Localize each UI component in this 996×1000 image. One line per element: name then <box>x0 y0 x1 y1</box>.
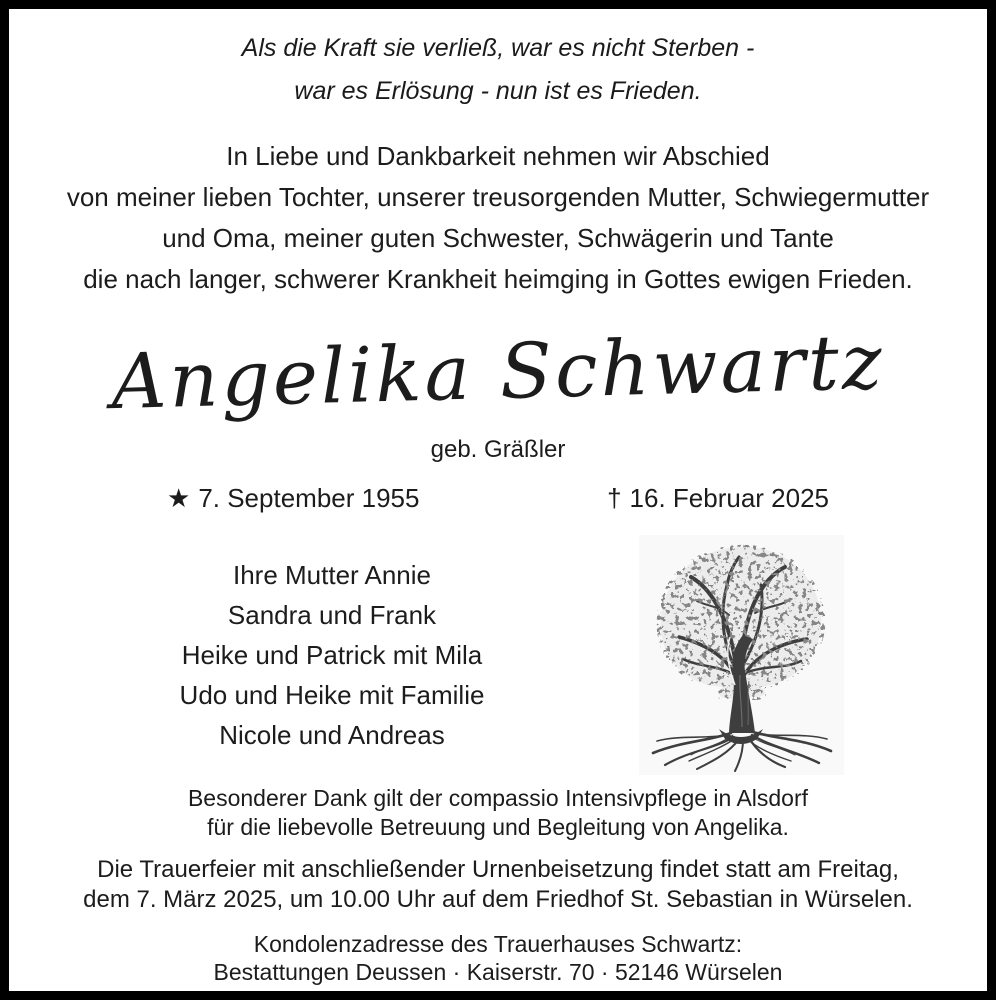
birth-star-icon: ★ <box>167 483 191 513</box>
mourner-line: Udo und Heike mit Familie <box>179 680 485 710</box>
funeral-line-2: dem 7. März 2025, um 10.00 Uhr auf dem Friedhof St. Sebastian in Würselen. <box>83 886 913 913</box>
farewell-line-2: von meiner lieben Tochter, unserer treusorgenden Mutter, Schwiegermutter <box>66 182 930 212</box>
thanks-line-1: Besonderer Dank gilt der compassio Intensivpflege in Alsdorf <box>187 785 809 811</box>
funeral-info <box>9 855 987 915</box>
funeral-line-1: Die Trauerfeier mit anschließender Urnenbeisetzung findet statt am Freitag, <box>97 856 899 883</box>
quote-line-1: Als die Kraft sie verließ, war es nicht Sterben - <box>241 34 755 62</box>
tree-of-life-image <box>639 535 844 775</box>
farewell-line-4: die nach langer, schwerer Krankheit heimging in Gottes ewigen Frieden. <box>83 264 913 294</box>
death-date <box>607 482 829 514</box>
mourner-line: Sandra und Frank <box>227 600 437 630</box>
mourners-list <box>9 535 639 775</box>
birth-date-text: 7. September 1955 <box>198 483 420 513</box>
mourner-line: Heike und Patrick mit Mila <box>181 640 483 670</box>
mourner-line: Ihre Mutter Annie <box>233 560 431 590</box>
farewell-line-3: und Oma, meiner guten Schwester, Schwägerin und Tante <box>162 223 834 253</box>
quote-line-2: war es Erlösung - nun ist es Frieden. <box>294 77 702 105</box>
death-date-text: 16. Februar 2025 <box>629 483 829 513</box>
condolence-line-1: Kondolenzadresse des Trauerhauses Schwartz: <box>253 931 743 957</box>
deceased-name: Angelika Schwartz <box>110 316 886 427</box>
thanks-line-2: für die liebevolle Betreuung und Begleitung von Angelika. <box>207 814 789 840</box>
birth-date <box>167 482 419 514</box>
tree-of-life-icon <box>639 535 844 775</box>
condolence-line-2: Bestattungen Deussen · Kaiserstr. 70 · 52146 Würselen <box>213 959 783 985</box>
condolence-address <box>9 930 987 986</box>
farewell-text <box>9 136 987 300</box>
opening-quote <box>9 27 987 113</box>
farewell-line-1: In Liebe und Dankbarkeit nehmen wir Abschied <box>226 141 770 171</box>
mourner-line: Nicole und Andreas <box>219 720 445 750</box>
death-cross-icon: † <box>607 483 622 513</box>
mourners-and-art-row <box>9 535 987 775</box>
life-dates <box>9 482 987 514</box>
maiden-name: geb. Gräßler <box>430 436 566 463</box>
thanks-text <box>9 784 987 842</box>
